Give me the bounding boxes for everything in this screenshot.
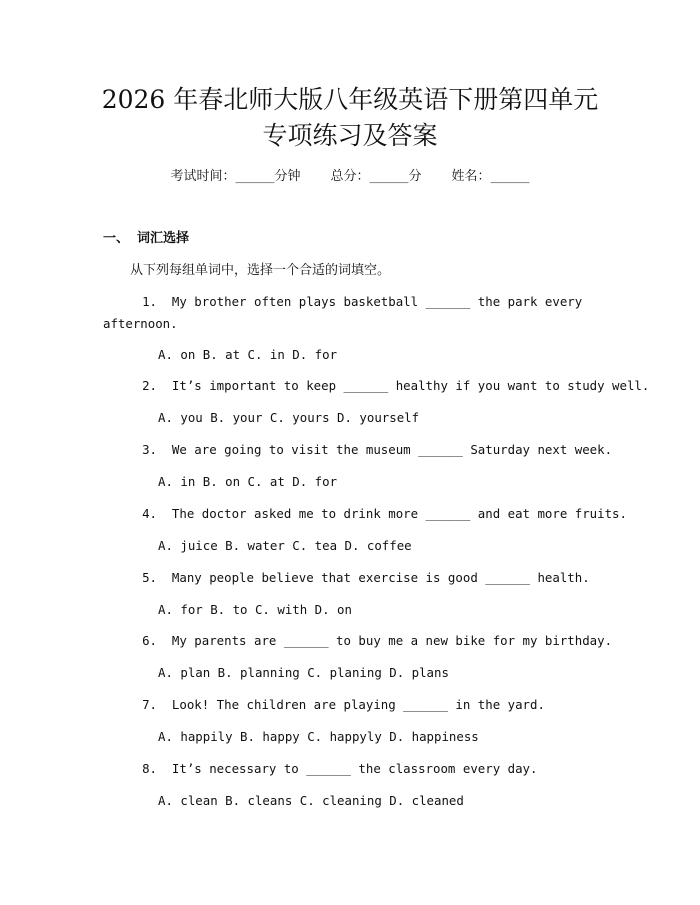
question-number: 5. (142, 570, 157, 585)
question-8 (103, 760, 603, 778)
question-2-options: A. you B. your C. yours D. yourself (158, 410, 420, 425)
question-1-options: A. on B. at C. in D. for (158, 347, 338, 362)
exam-time-unit: 分钟 (274, 169, 301, 184)
question-number: 4. (142, 506, 157, 521)
question-number: 1. (142, 294, 157, 309)
document-title-line-2: 专项练习及答案 (262, 121, 438, 150)
question-4-options: A. juice B. water C. tea D. coffee (158, 538, 412, 553)
question-7 (103, 696, 603, 714)
question-5-options: A. for B. to C. with D. on (158, 602, 352, 617)
question-text: My parents are ______ to buy me a new bike for my birthday. (171, 633, 613, 648)
exam-time-label: 考试时间： (170, 169, 236, 184)
question-3-options: A. in B. on C. at D. for (158, 474, 338, 489)
score-label: 总分： (330, 169, 370, 184)
section-number: 一、 (103, 231, 130, 246)
question-text: Many people believe that exercise is good ______ health. (171, 570, 590, 585)
question-number: 8. (142, 761, 157, 776)
question-3 (103, 441, 613, 459)
question-text: It’s important to keep ______ healthy if you want to study well. (171, 378, 650, 393)
exam-info-line (0, 168, 700, 186)
question-text: My brother often plays basketball ______ the park every (171, 294, 583, 309)
question-6-options: A. plan B. planning C. planing D. plans (158, 665, 449, 680)
question-6 (103, 632, 613, 650)
question-text: Look! The children are playing ______ in the yard. (171, 697, 545, 712)
question-text: We are going to visit the museum ______ Saturday next week. (171, 442, 613, 457)
question-7-options: A. happily B. happy C. happyly D. happiness (158, 729, 479, 744)
question-8-options: A. clean B. cleans C. cleaning D. cleaned (158, 793, 464, 808)
name-label: 姓名： (451, 169, 491, 184)
question-text-continued: afternoon. (103, 316, 178, 331)
document-title-line-1: 2026 年春北师大版八年级英语下册第四单元 (101, 85, 599, 114)
score-blank: ______ (369, 169, 409, 184)
section-title: 词汇选择 (137, 231, 190, 246)
question-4 (103, 505, 627, 523)
question-number: 6. (142, 633, 157, 648)
question-number: 7. (142, 697, 157, 712)
score-unit: 分 (408, 169, 422, 184)
question-1 (103, 293, 603, 333)
question-text: It’s necessary to ______ the classroom every day. (171, 761, 538, 776)
section-heading (103, 230, 189, 248)
question-2 (103, 377, 650, 395)
question-text: The doctor asked me to drink more ______ and eat more fruits. (171, 506, 627, 521)
section-instruction: 从下列每组单词中，选择一个合适的词填空。 (130, 263, 391, 278)
question-number: 2. (142, 378, 157, 393)
exam-time-blank: ______ (235, 169, 275, 184)
question-number: 3. (142, 442, 157, 457)
question-5 (103, 569, 603, 587)
name-blank: ______ (490, 169, 530, 184)
